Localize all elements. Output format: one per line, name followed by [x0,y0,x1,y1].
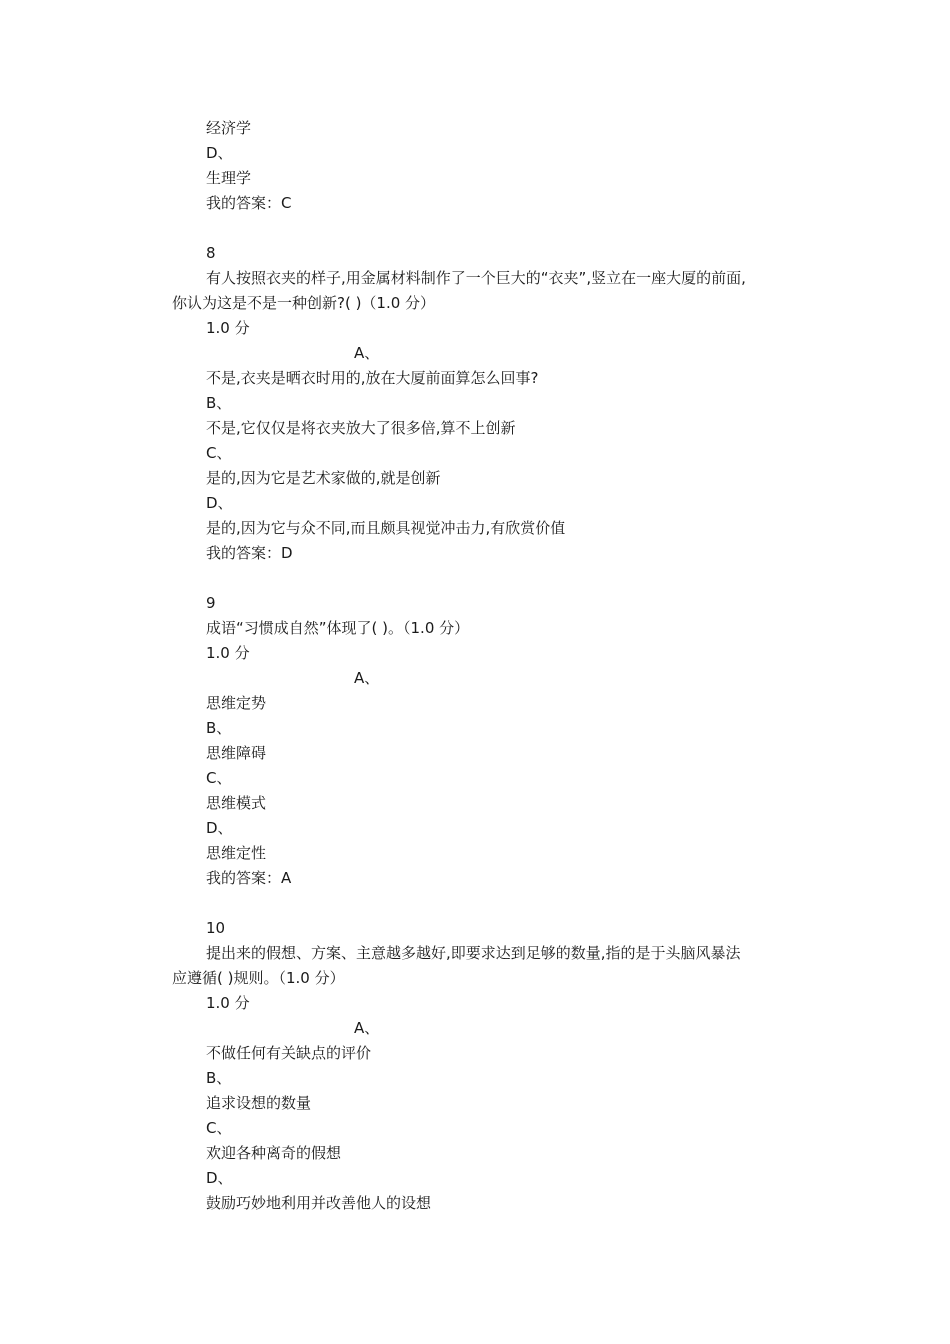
q8-option-a-text: 不是,衣夹是晒衣时用的,放在大厦前面算怎么回事? [206,369,539,387]
q8-stem-line1: 有人按照衣夹的样子,用金属材料制作了一个巨大的“衣夹”,竖立在一座大厦的前面, [206,269,746,287]
q9-number: 9 [206,594,216,612]
q10-stem-line2: 应遵循( )规则。（1.0 分） [172,969,345,987]
q8-option-b-text: 不是,它仅仅是将衣夹放大了很多倍,算不上创新 [206,419,516,437]
q10-option-b-label: B、 [206,1069,232,1087]
q10-option-d-text: 鼓励巧妙地利用并改善他人的设想 [206,1194,432,1212]
prev-option-d-label: D、 [206,144,233,162]
q10-option-d-label: D、 [206,1169,233,1187]
q10-option-c-label: C、 [206,1119,232,1137]
q9-option-b-label: B、 [206,719,232,737]
q9-score: 1.0 分 [206,644,250,662]
q8-number: 8 [206,244,216,262]
q8-option-c-text: 是的,因为它是艺术家做的,就是创新 [206,469,441,487]
prev-option-c-text: 经济学 [206,119,252,137]
q9-option-d-label: D、 [206,819,233,837]
q10-option-a-label: A、 [354,1019,380,1037]
q9-option-c-text: 思维模式 [206,794,267,812]
q8-option-d-text: 是的,因为它与众不同,而且颇具视觉冲击力,有欣赏价值 [206,519,566,537]
q9-option-c-label: C、 [206,769,232,787]
prev-option-d-text: 生理学 [206,169,252,187]
q8-answer: 我的答案：D [206,544,293,562]
q8-option-c-label: C、 [206,444,232,462]
q8-option-a-label: A、 [354,344,380,362]
q9-stem-line1: 成语“习惯成自然”体现了( )。（1.0 分） [206,619,470,637]
q8-option-b-label: B、 [206,394,232,412]
q10-score: 1.0 分 [206,994,250,1012]
q10-option-a-text: 不做任何有关缺点的评价 [206,1044,372,1062]
q9-option-d-text: 思维定性 [206,844,267,862]
q9-option-a-label: A、 [354,669,380,687]
q9-option-b-text: 思维障碍 [206,744,267,762]
q10-number: 10 [206,919,226,937]
q8-stem-line2: 你认为这是不是一种创新?( )（1.0 分） [172,294,436,312]
q8-option-d-label: D、 [206,494,233,512]
q9-answer: 我的答案：A [206,869,292,887]
q10-option-b-text: 追求设想的数量 [206,1094,312,1112]
q9-option-a-text: 思维定势 [206,694,267,712]
prev-answer: 我的答案：C [206,194,292,212]
q10-option-c-text: 欢迎各种离奇的假想 [206,1144,342,1162]
q10-stem-line1: 提出来的假想、方案、主意越多越好,即要求达到足够的数量,指的是于头脑风暴法 [206,944,741,962]
q8-score: 1.0 分 [206,319,250,337]
